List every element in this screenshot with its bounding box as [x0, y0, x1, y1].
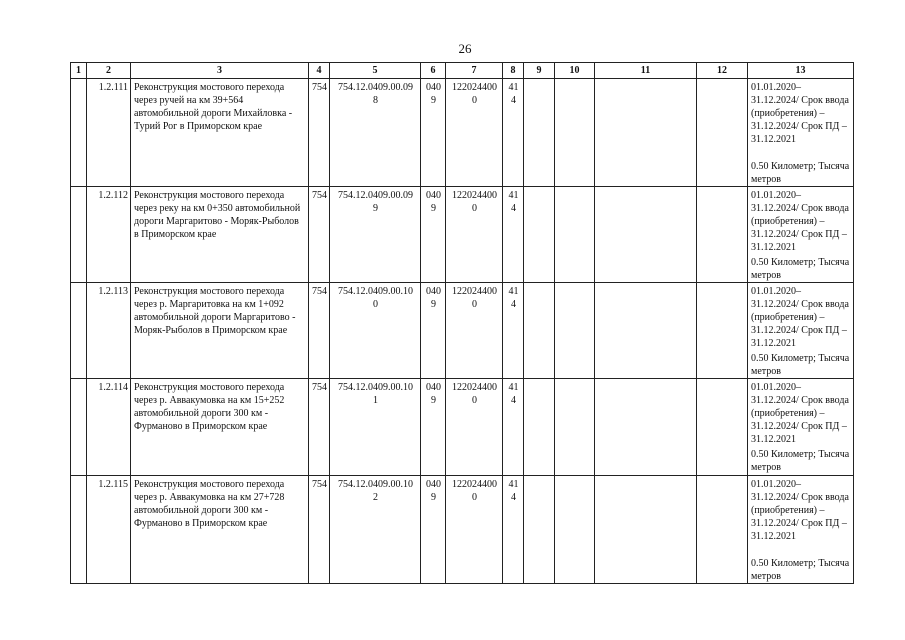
cell-description — [131, 476, 309, 584]
cell-col-8 — [503, 79, 524, 187]
column-header: 11 — [595, 63, 697, 79]
row-number: 1.2.112 — [98, 190, 128, 201]
row-capacity: 0.50 Километр; Тысяча метров — [751, 449, 850, 473]
code-col-4: 754 — [312, 479, 327, 490]
cell-term — [748, 283, 854, 379]
code-col-5-line1: 754.12.0409.00.09 — [338, 82, 413, 93]
column-header: 13 — [748, 63, 854, 79]
cell-col-8 — [503, 379, 524, 476]
code-col-4: 754 — [312, 286, 327, 297]
code-col-5-line2: 9 — [373, 203, 378, 214]
cell-col-5 — [330, 187, 421, 283]
cell-col-1 — [71, 79, 87, 187]
row-number: 1.2.111 — [98, 82, 128, 93]
cell-col-9 — [524, 476, 555, 584]
code-col-4: 754 — [312, 382, 327, 393]
column-header: 1 — [71, 63, 87, 79]
cell-col-11 — [595, 476, 697, 584]
code-col-8-line1: 41 — [508, 82, 519, 93]
code-col-5-line2: 0 — [373, 299, 378, 310]
code-col-7-line2: 0 — [472, 299, 477, 310]
cell-col-11 — [595, 79, 697, 187]
cell-col-1 — [71, 476, 87, 584]
cell-col-5 — [330, 476, 421, 584]
code-col-8-line2: 4 — [511, 395, 516, 406]
column-header: 3 — [131, 63, 309, 79]
cell-col-6 — [421, 476, 446, 584]
cell-col-7 — [446, 79, 503, 187]
cell-col-8 — [503, 187, 524, 283]
cell-col-8 — [503, 476, 524, 584]
code-col-6-line1: 040 — [426, 286, 441, 297]
code-col-8-line2: 4 — [511, 492, 516, 503]
table-row — [71, 476, 854, 584]
cell-col-10 — [555, 379, 595, 476]
cell-col-7 — [446, 283, 503, 379]
cell-col-4 — [309, 379, 330, 476]
row-capacity: 0.50 Километр; Тысяча метров — [751, 558, 850, 582]
cell-term — [748, 187, 854, 283]
row-term: 01.01.2020– 31.12.2024/ Срок ввода (приобретения) – 31.12.2024/ Срок ПД – 31.12.2021 — [751, 190, 849, 253]
cell-col-11 — [595, 379, 697, 476]
cell-term — [748, 79, 854, 187]
column-header: 5 — [330, 63, 421, 79]
cell-col-4 — [309, 283, 330, 379]
cell-col-6 — [421, 379, 446, 476]
cell-col-8 — [503, 283, 524, 379]
code-col-7-line1: 122024400 — [452, 286, 497, 297]
row-description: Реконструкция мостового перехода через реку на км 0+350 автомобильной дороги Маргаритово - Моряк-Рыболов в Приморском крае — [134, 190, 301, 240]
cell-col-6 — [421, 79, 446, 187]
column-header: 12 — [697, 63, 748, 79]
code-col-8-line2: 4 — [511, 299, 516, 310]
row-description: Реконструкция мостового перехода через р. Маргаритовка на км 1+092 автомобильной дороги Маргаритово - Моряк-Рыболов в Приморском крае — [134, 286, 296, 336]
cell-col-4 — [309, 79, 330, 187]
code-col-7-line1: 122024400 — [452, 82, 497, 93]
data-table — [70, 62, 854, 584]
code-col-6-line1: 040 — [426, 82, 441, 93]
cell-col-5 — [330, 79, 421, 187]
cell-col-5 — [330, 283, 421, 379]
page-number: 26 — [458, 41, 472, 56]
code-col-6-line1: 040 — [426, 190, 441, 201]
code-col-5-line2: 1 — [373, 395, 378, 406]
table-row — [71, 379, 854, 476]
code-col-6-line2: 9 — [431, 95, 436, 106]
code-col-5-line1: 754.12.0409.00.10 — [338, 382, 413, 393]
cell-col-6 — [421, 187, 446, 283]
row-capacity: 0.50 Километр; Тысяча метров — [751, 257, 850, 281]
row-description: Реконструкция мостового перехода через ручей на км 39+564 автомобильной дороги Михайловка - Турий Рог в Приморском крае — [134, 82, 293, 132]
cell-col-12 — [697, 79, 748, 187]
cell-col-10 — [555, 283, 595, 379]
row-number: 1.2.113 — [98, 286, 128, 297]
code-col-8-line1: 41 — [508, 382, 519, 393]
code-col-6-line1: 040 — [426, 479, 441, 490]
cell-col-4 — [309, 476, 330, 584]
code-col-7-line2: 0 — [472, 395, 477, 406]
cell-term — [748, 379, 854, 476]
column-header: 7 — [446, 63, 503, 79]
cell-description — [131, 187, 309, 283]
column-header: 2 — [87, 63, 131, 79]
cell-col-9 — [524, 379, 555, 476]
code-col-6-line2: 9 — [431, 203, 436, 214]
cell-row-number — [87, 79, 131, 187]
column-header: 4 — [309, 63, 330, 79]
row-description: Реконструкция мостового перехода через р. Аввакумовка на км 27+728 автомобильной дороги 300 км - Фурманово в Приморском крае — [134, 479, 285, 529]
column-header: 8 — [503, 63, 524, 79]
cell-description — [131, 283, 309, 379]
code-col-7-line1: 122024400 — [452, 479, 497, 490]
cell-col-9 — [524, 187, 555, 283]
code-col-8-line2: 4 — [511, 203, 516, 214]
table-row — [71, 187, 854, 283]
code-col-6-line2: 9 — [431, 299, 436, 310]
cell-col-1 — [71, 379, 87, 476]
code-col-8-line2: 4 — [511, 95, 516, 106]
row-capacity: 0.50 Километр; Тысяча метров — [751, 161, 850, 185]
cell-col-9 — [524, 79, 555, 187]
table-row — [71, 79, 854, 187]
row-number: 1.2.114 — [98, 382, 128, 393]
code-col-7-line2: 0 — [472, 492, 477, 503]
header-row — [71, 63, 854, 79]
cell-col-7 — [446, 379, 503, 476]
code-col-6-line2: 9 — [431, 395, 436, 406]
cell-term — [748, 476, 854, 584]
code-col-5-line1: 754.12.0409.00.09 — [338, 190, 413, 201]
code-col-8-line1: 41 — [508, 190, 519, 201]
code-col-7-line1: 122024400 — [452, 190, 497, 201]
code-col-8-line1: 41 — [508, 286, 519, 297]
row-number: 1.2.115 — [98, 479, 128, 490]
code-col-5-line2: 8 — [373, 95, 378, 106]
code-col-7-line1: 122024400 — [452, 382, 497, 393]
row-description: Реконструкция мостового перехода через р. Аввакумовка на км 15+252 автомобильной дороги 300 км - Фурманово в Приморском крае — [134, 382, 285, 432]
code-col-6-line2: 9 — [431, 492, 436, 503]
cell-col-5 — [330, 379, 421, 476]
cell-col-6 — [421, 283, 446, 379]
cell-col-4 — [309, 187, 330, 283]
cell-col-12 — [697, 379, 748, 476]
code-col-8-line1: 41 — [508, 479, 519, 490]
cell-col-12 — [697, 283, 748, 379]
cell-col-10 — [555, 476, 595, 584]
cell-col-7 — [446, 476, 503, 584]
cell-row-number — [87, 283, 131, 379]
code-col-4: 754 — [312, 82, 327, 93]
cell-row-number — [87, 379, 131, 476]
code-col-5-line1: 754.12.0409.00.10 — [338, 479, 413, 490]
code-col-4: 754 — [312, 190, 327, 201]
column-header: 6 — [421, 63, 446, 79]
code-col-7-line2: 0 — [472, 95, 477, 106]
row-term: 01.01.2020– 31.12.2024/ Срок ввода (приобретения) – 31.12.2024/ Срок ПД – 31.12.2021 — [751, 382, 849, 445]
row-capacity: 0.50 Километр; Тысяча метров — [751, 353, 850, 377]
cell-col-9 — [524, 283, 555, 379]
cell-col-12 — [697, 187, 748, 283]
cell-row-number — [87, 476, 131, 584]
table-row — [71, 283, 854, 379]
cell-col-7 — [446, 187, 503, 283]
row-term: 01.01.2020– 31.12.2024/ Срок ввода (приобретения) – 31.12.2024/ Срок ПД – 31.12.2021 — [751, 286, 849, 349]
cell-col-10 — [555, 79, 595, 187]
cell-row-number — [87, 187, 131, 283]
table-body — [71, 79, 854, 584]
row-term: 01.01.2020– 31.12.2024/ Срок ввода (приобретения) – 31.12.2024/ Срок ПД – 31.12.2021 — [751, 82, 849, 145]
row-term: 01.01.2020– 31.12.2024/ Срок ввода (приобретения) – 31.12.2024/ Срок ПД – 31.12.2021 — [751, 479, 849, 542]
cell-col-11 — [595, 187, 697, 283]
cell-col-1 — [71, 187, 87, 283]
cell-col-1 — [71, 283, 87, 379]
column-header: 9 — [524, 63, 555, 79]
code-col-5-line1: 754.12.0409.00.10 — [338, 286, 413, 297]
cell-description — [131, 379, 309, 476]
cell-col-12 — [697, 476, 748, 584]
column-header: 10 — [555, 63, 595, 79]
code-col-6-line1: 040 — [426, 382, 441, 393]
code-col-7-line2: 0 — [472, 203, 477, 214]
cell-col-10 — [555, 187, 595, 283]
code-col-5-line2: 2 — [373, 492, 378, 503]
cell-col-11 — [595, 283, 697, 379]
cell-description — [131, 79, 309, 187]
